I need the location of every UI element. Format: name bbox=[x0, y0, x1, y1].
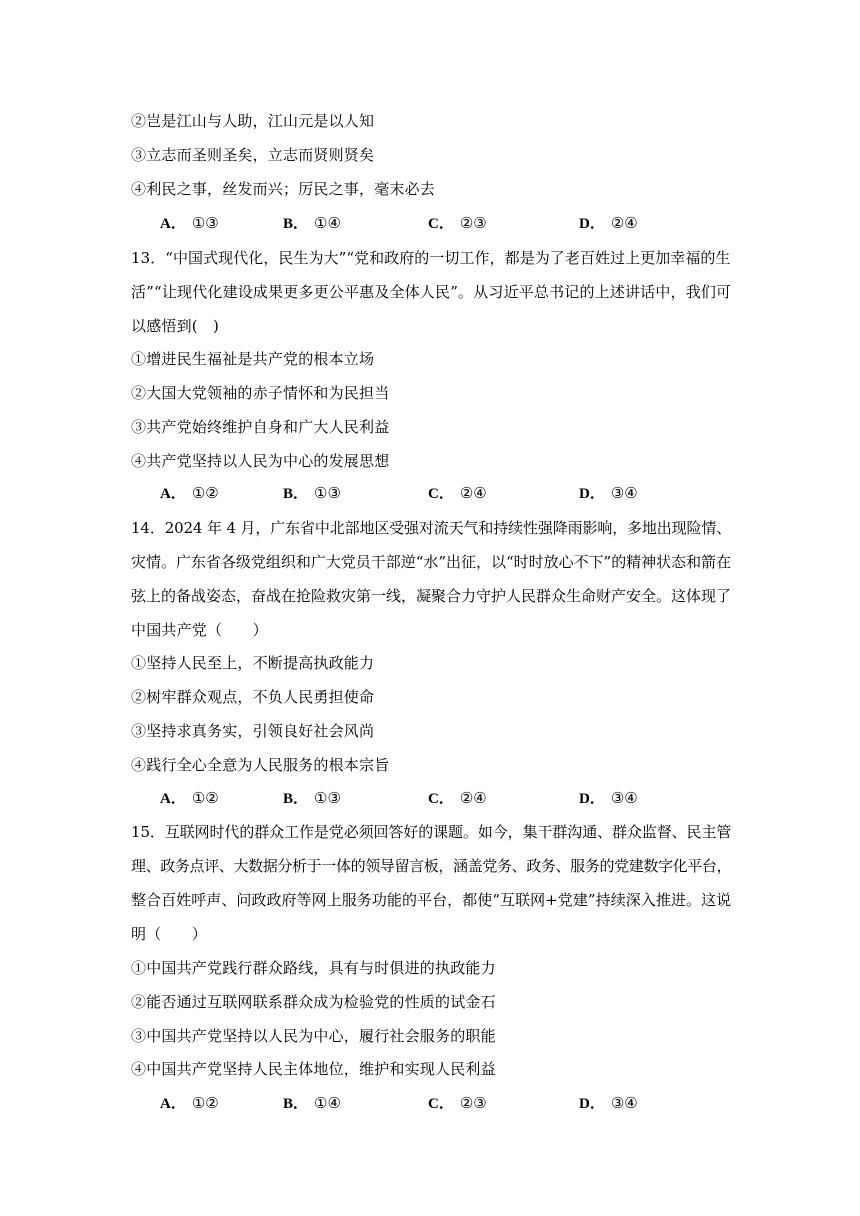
q14-item-2: ②树牢群众观点，不负人民勇担使命 bbox=[131, 688, 375, 706]
q15-option-a: A． ①② bbox=[160, 1094, 219, 1112]
q15-item-4: ④中国共产党坚持人民主体地位，维护和实现人民利益 bbox=[131, 1060, 496, 1078]
q14-stem-line-4: 中国共产党（ ） bbox=[131, 621, 268, 639]
q14-option-c: C． ②④ bbox=[428, 789, 487, 807]
q12-item-3: ③立志而圣则圣矣，立志而贤则贤矣 bbox=[131, 146, 375, 164]
q15-stem-line-1: 15．互联网时代的群众工作是党必须回答好的课题。如今，集干群沟通、群众监督、民主管 bbox=[131, 823, 732, 841]
q14-stem-line-1: 14．2024 年 4 月，广东省中北部地区受强对流天气和持续性强降雨影响，多地出现险情、 bbox=[131, 519, 732, 537]
q13-item-1: ①增进民生福祉是共产党的根本立场 bbox=[131, 350, 375, 368]
q13-item-2: ②大国大党领袖的赤子情怀和为民担当 bbox=[131, 384, 390, 402]
q14-option-a: A． ①② bbox=[160, 789, 219, 807]
q13-option-b: B． ①③ bbox=[283, 484, 341, 502]
q14-item-3: ③坚持求真务实，引领良好社会风尚 bbox=[131, 722, 375, 740]
q15-option-b: B． ①④ bbox=[283, 1094, 341, 1112]
q15-option-c: C． ②③ bbox=[428, 1094, 487, 1112]
q13-option-d: D． ③④ bbox=[579, 484, 638, 502]
q13-stem-line-3: 以感悟到( ) bbox=[131, 317, 220, 335]
q15-item-3: ③中国共产党坚持以人民为中心，履行社会服务的职能 bbox=[131, 1027, 496, 1045]
q14-item-1: ①坚持人民至上，不断提高执政能力 bbox=[131, 654, 375, 672]
q15-item-1: ①中国共产党践行群众路线，具有与时俱进的执政能力 bbox=[131, 959, 496, 977]
q13-option-c: C． ②④ bbox=[428, 484, 487, 502]
q12-option-b: B． ①④ bbox=[283, 214, 341, 232]
q14-stem-line-2: 灾情。广东省各级党组织和广大党员干部逆“水”出征，以“时时放心不下”的精神状态和箭在 bbox=[131, 553, 732, 571]
q14-option-b: B． ①③ bbox=[283, 789, 341, 807]
q12-item-4: ④利民之事，丝发而兴；厉民之事，毫末必去 bbox=[131, 180, 436, 198]
q14-option-d: D． ③④ bbox=[579, 789, 638, 807]
q12-option-d: D． ②④ bbox=[579, 214, 638, 232]
q12-option-a: A． ①③ bbox=[160, 214, 219, 232]
q15-item-2: ②能否通过互联网联系群众成为检验党的性质的试金石 bbox=[131, 993, 496, 1011]
q15-stem-line-4: 明（ ） bbox=[131, 925, 208, 943]
q12-option-c: C． ②③ bbox=[428, 214, 487, 232]
q13-item-4: ④共产党坚持以人民为中心的发展思想 bbox=[131, 452, 390, 470]
q12-item-2: ②岂是江山与人助，江山元是以人知 bbox=[131, 112, 375, 130]
q13-stem-line-1: 13．“中国式现代化，民生为大”“党和政府的一切工作，都是为了老百姓过上更加幸福的生 bbox=[131, 249, 731, 267]
q13-item-3: ③共产党始终维护自身和广大人民利益 bbox=[131, 418, 390, 436]
q15-stem-line-2: 理、政务点评、大数据分析于一体的领导留言板，涵盖党务、政务、服务的党建数字化平台， bbox=[131, 857, 732, 875]
q15-option-d: D． ③④ bbox=[579, 1094, 638, 1112]
q13-stem-line-2: 活”“让现代化建设成果更多更公平惠及全体人民”。从习近平总书记的上述讲话中，我们可 bbox=[131, 283, 732, 301]
q14-item-4: ④践行全心全意为人民服务的根本宗旨 bbox=[131, 756, 390, 774]
q14-stem-line-3: 弦上的备战姿态，奋战在抢险救灾第一线，凝聚合力守护人民群众生命财产安全。这体现了 bbox=[131, 587, 732, 605]
q15-stem-line-3: 整合百姓呼声、问政政府等网上服务功能的平台，都使“互联网+党建”持续深入推进。这说 bbox=[131, 891, 732, 909]
q13-option-a: A． ①② bbox=[160, 484, 219, 502]
